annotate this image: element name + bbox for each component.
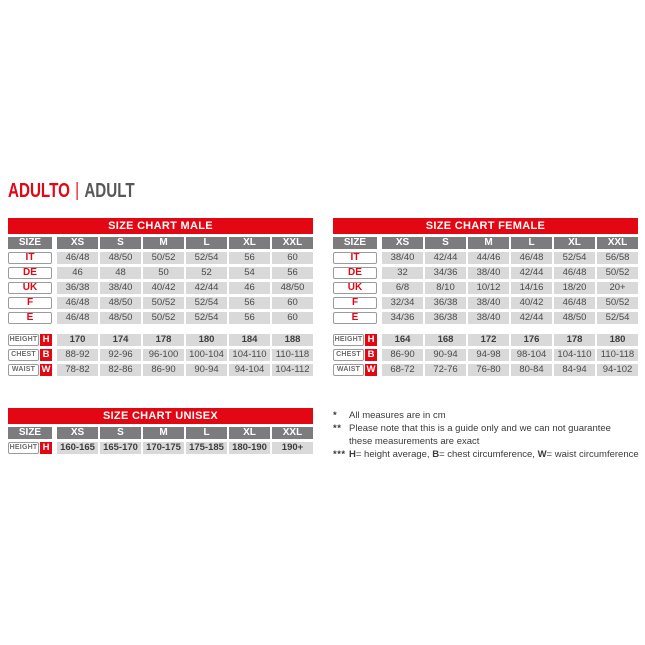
measure-label-chest bbox=[333, 349, 377, 361]
size-value-cell: 52/54 bbox=[186, 312, 227, 324]
footnote-text bbox=[349, 422, 645, 448]
footnote-marker: * bbox=[333, 410, 338, 421]
column-header-l: L bbox=[511, 237, 552, 249]
row-label-de: DE bbox=[333, 267, 377, 279]
measure-value-cell: 176 bbox=[511, 334, 552, 346]
measure-label-height bbox=[8, 442, 52, 454]
measure-value-cell: 104-112 bbox=[272, 364, 313, 376]
size-header-cell: SIZE bbox=[8, 427, 52, 439]
column-header-m: M bbox=[143, 237, 184, 249]
size-value-cell: 50/52 bbox=[143, 297, 184, 309]
measure-value-cell: 72-76 bbox=[425, 364, 466, 376]
size-value-cell: 34/36 bbox=[382, 312, 423, 324]
size-value-cell: 32 bbox=[382, 267, 423, 279]
measure-value-cell: 164 bbox=[382, 334, 423, 346]
size-row-f bbox=[8, 297, 313, 309]
page-title bbox=[8, 180, 175, 202]
size-header-cell: SIZE bbox=[8, 237, 52, 249]
row-label-f: F bbox=[8, 297, 52, 309]
size-value-cell: 46 bbox=[57, 267, 98, 279]
size-value-cell: 56 bbox=[272, 267, 313, 279]
measure-value-cell: 84-94 bbox=[554, 364, 595, 376]
footnote-segment: = waist circumference bbox=[546, 449, 639, 460]
measure-value-cell: 94-98 bbox=[468, 349, 509, 361]
size-value-cell: 52/54 bbox=[554, 252, 595, 264]
measure-value-cell: 82-86 bbox=[100, 364, 141, 376]
size-value-cell: 42/44 bbox=[425, 252, 466, 264]
measure-badge-h: H bbox=[40, 334, 52, 346]
measure-value-cell: 96-100 bbox=[143, 349, 184, 361]
size-value-cell: 46/48 bbox=[554, 267, 595, 279]
page-title-text bbox=[8, 180, 135, 202]
measure-value-cell: 168 bbox=[425, 334, 466, 346]
row-label-uk: UK bbox=[8, 282, 52, 294]
size-value-cell: 6/8 bbox=[382, 282, 423, 294]
footnote-line bbox=[349, 448, 645, 461]
column-header-xs: XS bbox=[382, 237, 423, 249]
size-value-cell: 10/12 bbox=[468, 282, 509, 294]
size-value-cell: 20+ bbox=[597, 282, 638, 294]
measure-value-cell: 68-72 bbox=[382, 364, 423, 376]
measure-value-cell: 178 bbox=[554, 334, 595, 346]
column-header-row bbox=[8, 427, 313, 439]
size-value-cell: 52/54 bbox=[186, 297, 227, 309]
size-value-cell: 56/58 bbox=[597, 252, 638, 264]
measure-row-chest bbox=[333, 349, 638, 361]
column-header-xs: XS bbox=[57, 427, 98, 439]
footnotes bbox=[333, 409, 645, 461]
footnote-3 bbox=[333, 448, 645, 461]
measure-value-cell: 110-118 bbox=[272, 349, 313, 361]
measure-row-height bbox=[8, 442, 313, 454]
size-value-cell: 60 bbox=[272, 252, 313, 264]
measure-name-label: HEIGHT bbox=[333, 334, 364, 346]
size-value-cell: 50/52 bbox=[597, 267, 638, 279]
row-label-e: E bbox=[8, 312, 52, 324]
size-value-cell: 46 bbox=[229, 282, 270, 294]
size-value-cell: 46/48 bbox=[554, 297, 595, 309]
title-adult: ADULT bbox=[84, 180, 135, 202]
measure-name-label: CHEST bbox=[333, 349, 364, 361]
table-title: SIZE CHART MALE bbox=[8, 218, 313, 234]
column-header-l: L bbox=[186, 427, 227, 439]
size-row-e bbox=[333, 312, 638, 324]
column-header-s: S bbox=[425, 237, 466, 249]
measure-value-cell: 94-102 bbox=[597, 364, 638, 376]
column-header-s: S bbox=[100, 237, 141, 249]
size-value-cell: 56 bbox=[229, 297, 270, 309]
size-value-cell: 42/44 bbox=[511, 312, 552, 324]
size-header-cell: SIZE bbox=[333, 237, 377, 249]
measure-value-cell: 90-94 bbox=[425, 349, 466, 361]
measure-row-height bbox=[333, 334, 638, 346]
row-label-it: IT bbox=[8, 252, 52, 264]
measure-value-cell: 78-82 bbox=[57, 364, 98, 376]
measure-value-cell: 170 bbox=[57, 334, 98, 346]
footnote-line bbox=[349, 409, 645, 422]
column-header-m: M bbox=[143, 427, 184, 439]
column-header-xl: XL bbox=[229, 237, 270, 249]
size-row-de bbox=[8, 267, 313, 279]
size-value-cell: 18/20 bbox=[554, 282, 595, 294]
footnote-marker: ** bbox=[333, 423, 342, 434]
column-header-row bbox=[8, 237, 313, 249]
footnote-bold-term: H bbox=[349, 449, 356, 460]
size-row-uk bbox=[333, 282, 638, 294]
size-value-cell: 50/52 bbox=[143, 312, 184, 324]
measure-label-chest bbox=[8, 349, 52, 361]
size-value-cell: 48/50 bbox=[100, 297, 141, 309]
column-header-xl: XL bbox=[554, 237, 595, 249]
column-header-xxl: XXL bbox=[272, 427, 313, 439]
size-value-cell: 48/50 bbox=[100, 252, 141, 264]
column-header-row bbox=[333, 237, 638, 249]
measure-name-label: CHEST bbox=[8, 349, 39, 361]
size-value-cell: 8/10 bbox=[425, 282, 466, 294]
size-value-cell: 46/48 bbox=[57, 252, 98, 264]
footnote-segment: these measurements are exact bbox=[349, 436, 480, 447]
size-value-cell: 38/40 bbox=[100, 282, 141, 294]
size-value-cell: 36/38 bbox=[425, 297, 466, 309]
column-header-xl: XL bbox=[229, 427, 270, 439]
measure-value-cell: 100-104 bbox=[186, 349, 227, 361]
size-row-uk bbox=[8, 282, 313, 294]
measure-value-cell: 180 bbox=[186, 334, 227, 346]
size-chart-unisex bbox=[8, 408, 313, 457]
measure-row-waist bbox=[8, 364, 313, 376]
measure-label-waist bbox=[8, 364, 52, 376]
measure-name-label: HEIGHT bbox=[8, 334, 39, 346]
title-adulto: ADULTO bbox=[8, 180, 70, 202]
footnote-line bbox=[349, 422, 645, 435]
size-value-cell: 52/54 bbox=[597, 312, 638, 324]
footnote-bold-term: B bbox=[432, 449, 440, 460]
size-value-cell: 48/50 bbox=[272, 282, 313, 294]
size-value-cell: 60 bbox=[272, 312, 313, 324]
size-value-cell: 56 bbox=[229, 312, 270, 324]
measure-value-cell: 86-90 bbox=[382, 349, 423, 361]
size-value-cell: 36/38 bbox=[425, 312, 466, 324]
size-row-de bbox=[333, 267, 638, 279]
footnote-text bbox=[349, 448, 645, 461]
size-value-cell: 46/48 bbox=[57, 312, 98, 324]
measure-label-waist bbox=[333, 364, 377, 376]
measure-value-cell: 92-96 bbox=[100, 349, 141, 361]
measure-value-cell: 98-104 bbox=[511, 349, 552, 361]
measure-value-cell: 94-104 bbox=[229, 364, 270, 376]
footnote-bold-term: W bbox=[537, 449, 547, 460]
size-value-cell: 50/52 bbox=[597, 297, 638, 309]
measure-value-cell: 172 bbox=[468, 334, 509, 346]
size-value-cell: 36/38 bbox=[57, 282, 98, 294]
row-label-e: E bbox=[333, 312, 377, 324]
size-value-cell: 42/44 bbox=[186, 282, 227, 294]
size-row-e bbox=[8, 312, 313, 324]
column-header-xxl: XXL bbox=[272, 237, 313, 249]
size-value-cell: 40/42 bbox=[511, 297, 552, 309]
measure-value-cell: 76-80 bbox=[468, 364, 509, 376]
measure-row-height bbox=[8, 334, 313, 346]
measure-value-cell: 180 bbox=[597, 334, 638, 346]
footnote-marker: *** bbox=[333, 449, 346, 460]
measure-badge-b: B bbox=[365, 349, 377, 361]
measure-badge-h: H bbox=[40, 442, 52, 454]
size-value-cell: 48 bbox=[100, 267, 141, 279]
size-value-cell: 42/44 bbox=[511, 267, 552, 279]
size-value-cell: 38/40 bbox=[468, 312, 509, 324]
measure-badge-h: H bbox=[365, 334, 377, 346]
size-value-cell: 48/50 bbox=[554, 312, 595, 324]
measure-value-cell: 170-175 bbox=[143, 442, 184, 454]
measure-value-cell: 90-94 bbox=[186, 364, 227, 376]
measure-value-cell: 184 bbox=[229, 334, 270, 346]
measure-value-cell: 86-90 bbox=[143, 364, 184, 376]
size-value-cell: 32/34 bbox=[382, 297, 423, 309]
table-title: SIZE CHART UNISEX bbox=[8, 408, 313, 424]
size-value-cell: 50/52 bbox=[143, 252, 184, 264]
footnote-line bbox=[349, 435, 645, 448]
title-separator: | bbox=[75, 180, 80, 201]
measure-value-cell: 160-165 bbox=[57, 442, 98, 454]
size-value-cell: 48/50 bbox=[100, 312, 141, 324]
size-value-cell: 46/48 bbox=[57, 297, 98, 309]
measure-badge-w: W bbox=[41, 364, 51, 375]
size-row-it bbox=[333, 252, 638, 264]
measure-value-cell: 88-92 bbox=[57, 349, 98, 361]
measure-value-cell: 110-118 bbox=[597, 349, 638, 361]
size-value-cell: 54 bbox=[229, 267, 270, 279]
footnote-segment: = chest circumference, bbox=[439, 449, 538, 460]
size-value-cell: 52 bbox=[186, 267, 227, 279]
size-value-cell: 50 bbox=[143, 267, 184, 279]
column-header-xxl: XXL bbox=[597, 237, 638, 249]
footnote-text bbox=[349, 409, 645, 422]
size-value-cell: 14/16 bbox=[511, 282, 552, 294]
measure-value-cell: 165-170 bbox=[100, 442, 141, 454]
measure-name-label: HEIGHT bbox=[8, 442, 39, 454]
measure-label-height bbox=[333, 334, 377, 346]
measure-row-chest bbox=[8, 349, 313, 361]
size-value-cell: 38/40 bbox=[468, 267, 509, 279]
measure-name-label: WAIST bbox=[333, 364, 364, 376]
size-row-f bbox=[333, 297, 638, 309]
size-value-cell: 40/42 bbox=[143, 282, 184, 294]
column-header-l: L bbox=[186, 237, 227, 249]
size-value-cell: 38/40 bbox=[468, 297, 509, 309]
row-label-f: F bbox=[333, 297, 377, 309]
size-value-cell: 38/40 bbox=[382, 252, 423, 264]
size-value-cell: 46/48 bbox=[511, 252, 552, 264]
row-label-de: DE bbox=[8, 267, 52, 279]
size-value-cell: 52/54 bbox=[186, 252, 227, 264]
footnote-segment: = height average, bbox=[355, 449, 433, 460]
measure-row-waist bbox=[333, 364, 638, 376]
size-value-cell: 44/46 bbox=[468, 252, 509, 264]
table-title: SIZE CHART FEMALE bbox=[333, 218, 638, 234]
size-value-cell: 34/36 bbox=[425, 267, 466, 279]
footnote-segment: Please note that this is a guide only and we can not guarantee bbox=[349, 423, 611, 434]
size-row-it bbox=[8, 252, 313, 264]
footnote-segment: All measures are in cm bbox=[349, 410, 446, 421]
measure-value-cell: 174 bbox=[100, 334, 141, 346]
size-value-cell: 60 bbox=[272, 297, 313, 309]
measure-badge-w: W bbox=[366, 364, 376, 375]
measure-value-cell: 80-84 bbox=[511, 364, 552, 376]
measure-name-label: WAIST bbox=[8, 364, 39, 376]
footnote-1 bbox=[333, 409, 645, 422]
footnote-2 bbox=[333, 422, 645, 448]
size-value-cell: 56 bbox=[229, 252, 270, 264]
measure-value-cell: 104-110 bbox=[229, 349, 270, 361]
size-chart-male bbox=[8, 218, 313, 379]
column-header-s: S bbox=[100, 427, 141, 439]
measure-value-cell: 190+ bbox=[272, 442, 313, 454]
measure-value-cell: 175-185 bbox=[186, 442, 227, 454]
measure-label-height bbox=[8, 334, 52, 346]
measure-value-cell: 178 bbox=[143, 334, 184, 346]
measure-badge-b: B bbox=[40, 349, 52, 361]
measure-value-cell: 180-190 bbox=[229, 442, 270, 454]
row-label-uk: UK bbox=[333, 282, 377, 294]
column-header-m: M bbox=[468, 237, 509, 249]
column-header-xs: XS bbox=[57, 237, 98, 249]
row-label-it: IT bbox=[333, 252, 377, 264]
measure-value-cell: 188 bbox=[272, 334, 313, 346]
size-chart-female bbox=[333, 218, 638, 379]
measure-value-cell: 104-110 bbox=[554, 349, 595, 361]
